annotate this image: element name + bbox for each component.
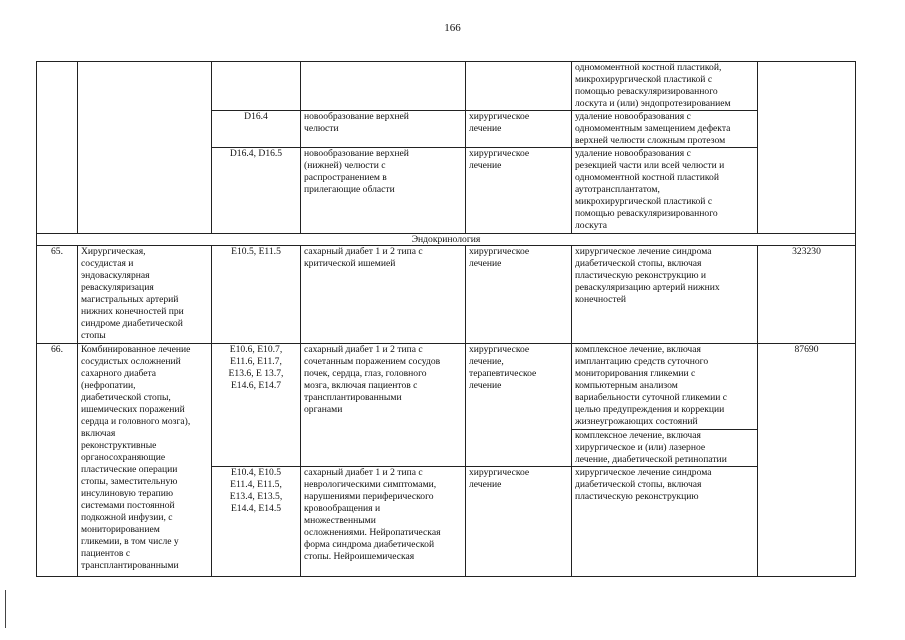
method-cell: одномоментной костной пластикой, микрохирургической пластикой с помощью реваскуляризированного лоскута и (или) эндопротезированием	[572, 62, 758, 111]
code-cell: D16.4, D16.5	[212, 148, 301, 234]
code-cell	[212, 62, 301, 111]
section-title: Эндокринология	[37, 234, 856, 246]
name-cell: Комбинированное лечение сосудистых осложнений сахарного диабета (нефропатии, диабетической стопы, ишемических поражений сердца и головного мозга), включая реконструктивные органосохраняющие пластические операции стопы, заместительную инсулиновую терапию системами постоянной подкожной инфузии, с мониторированием гликемии, в том числе у пациентов с трансплантированными	[78, 344, 212, 577]
name-cell: Хирургическая, сосудистая и эндоваскулярная реваскуляризация магистральных артерий нижних конечностей при синдроме диабетической стопы	[78, 246, 212, 344]
table-row	[37, 246, 856, 344]
method-cell: хирургическое лечение синдрома диабетической стопы, включая пластическую реконструкцию и реваскуляризацию артерий нижних конечностей	[572, 246, 758, 344]
treatment-cell: хирургическое лечение	[466, 111, 572, 148]
table-row	[37, 344, 856, 430]
margin-rule	[5, 590, 6, 628]
page-number: 166	[444, 22, 461, 34]
price-cell: 323230	[758, 246, 856, 344]
model-cell: сахарный диабет 1 и 2 типа с неврологическими симптомами, нарушениями периферического кровообращения и множественными осложнениями. Нейропатическая форма синдрома диабетической стопы. Нейроишемическая	[301, 467, 466, 577]
number-cell	[37, 62, 78, 234]
number-cell: 65.	[37, 246, 78, 344]
medical-care-table	[36, 61, 856, 577]
method-cell: удаление новообразования с резекцией части или всей челюсти и одномоментной костной пластикой аутотрансплантатом, микрохирургической пластикой с помощью реваскуляризированного лоскута	[572, 148, 758, 234]
model-cell	[301, 62, 466, 111]
code-cell: E10.6, E10.7, E11.6, E11.7, E13.6, E 13.7, E14.6, E14.7	[212, 344, 301, 467]
code-cell: D16.4	[212, 111, 301, 148]
number-cell: 66.	[37, 344, 78, 577]
treatment-cell: хирургическое лечение	[466, 148, 572, 234]
price-cell: 87690	[758, 344, 856, 577]
price-cell	[758, 62, 856, 234]
method-cell: удаление новообразования с одномоментным замещением дефекта верхней челюсти сложным протезом	[572, 111, 758, 148]
code-cell: E10.4, E10.5 E11.4, E11.5, E13.4, E13.5, E14.4, E14.5	[212, 467, 301, 577]
model-cell: сахарный диабет 1 и 2 типа с критической ишемией	[301, 246, 466, 344]
treatment-cell: хирургическое лечение, терапевтическое лечение	[466, 344, 572, 467]
name-cell	[78, 62, 212, 234]
code-cell: E10.5, E11.5	[212, 246, 301, 344]
model-cell: новообразование верхней (нижней) челюсти с распространением в прилегающие области	[301, 148, 466, 234]
treatment-cell: хирургическое лечение	[466, 467, 572, 577]
method-cell: комплексное лечение, включая имплантацию средств суточного мониторирования гликемии с компьютерным анализом вариабельности суточной гликемии с целью предупреждения и коррекции жизнеугрожающих состояний	[572, 344, 758, 430]
method-cell: комплексное лечение, включая хирургическое и (или) лазерное лечение, диабетической ретинопатии	[572, 430, 758, 467]
model-cell: новообразование верхней челюсти	[301, 111, 466, 148]
section-row	[37, 234, 856, 246]
method-cell: хирургическое лечение синдрома диабетической стопы, включая пластическую реконструкцию	[572, 467, 758, 577]
table-row	[37, 62, 856, 111]
treatment-cell: хирургическое лечение	[466, 246, 572, 344]
model-cell: сахарный диабет 1 и 2 типа с сочетанным поражением сосудов почек, сердца, глаз, головного мозга, включая пациентов с трансплантированными органами	[301, 344, 466, 467]
treatment-cell	[466, 62, 572, 111]
